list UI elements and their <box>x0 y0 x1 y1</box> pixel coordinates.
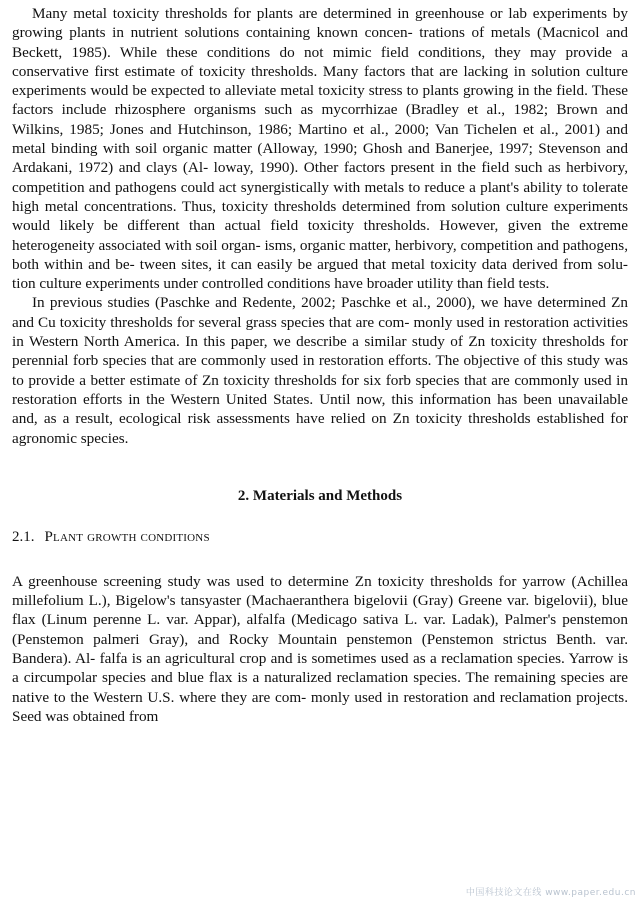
subsection-number: 2.1. <box>12 528 35 545</box>
body-paragraph-1: Many metal toxicity thresholds for plants are determined in greenhouse or lab experiments by growing plants in nutrient solutions containing known concen- trations of metals (Macnicol and Beckett, 1985). While these conditions do not mimic field conditions, they may provide a conservative first estimate of toxicity thresholds. Many factors that are lacking in solution culture experiments would be expected to alleviate metal toxicity stress to plants growing in the field. These factors include rhizosphere organisms such as mycorrhizae (Bradley et al., 1982; Brown and Wilkins, 1985; Jones and Hutchinson, 1986; Martino et al., 2000; Van Tichelen et al., 2001) and metal binding with soil organic matter (Alloway, 1990; Ghosh and Banerjee, 1997; Stevenson and Ardakani, 1972) and clays (Al- loway, 1990). Other factors present in the field such as herbivory, competition and pathogens could act synergistically with metals to reduce a plant's ability to tolerate high metal concentrations. Thus, toxicity thresholds determined from solution culture experiments would likely be different than actual field toxicity thresholds. However, given the extreme heterogeneity associated with soil organ- isms, organic matter, herbivory, competition and pathogens, both within and be- tween sites, it can easily be argued that metal toxicity data derived from solu- tion culture experiments under controlled conditions have broader utility than field tests. <box>12 5 628 293</box>
subsection-heading <box>12 529 628 546</box>
body-paragraph-3: A greenhouse screening study was used to determine Zn toxicity thresholds for yarrow (Achillea millefolium L.), Bigelow's tansyaster (Machaeranthera bigelovii (Gray) Greene var. bigelovii), blue flax (Linum perenne L. var. Appar), alfalfa (Medicago sativa L. var. Ladak), Palmer's penstemon (Penstemon palmeri Gray), and Rocky Mountain penstemon (Penstemon strictus Benth. var. Bandera). Al- falfa is an agricultural crop and is sometimes used as a reclamation species. Yarrow is a circumpolar species and blue flax is a naturalized reclamation species. The remaining species are native to the Western U.S. where they are com- monly used in restoration and reclamation projects. Seed was obtained from <box>12 572 628 725</box>
watermark: 中国科技论文在线 www.paper.edu.cn <box>465 888 636 898</box>
subsection-title: Plant growth conditions <box>44 528 210 545</box>
body-paragraph-2: In previous studies (Paschke and Redente, 2002; Paschke et al., 2000), we have determined Zn and Cu toxicity thresholds for several grass species that are com- monly used in restoration activities in Western North America. In this paper, we describe a similar study of Zn toxicity thresholds for perennial forb species that are commonly used in restoration efforts. The objective of this study was to provide a better estimate of Zn toxicity thresholds for six forb species that are commonly used in restoration efforts in the Western United States. Until now, this information has been unavailable and, as a result, ecological risk assessments have relied on Zn toxicity thresholds established for agronomic species. <box>12 294 628 447</box>
section-heading: 2. Materials and Methods <box>237 487 403 504</box>
document-page <box>12 4 628 726</box>
